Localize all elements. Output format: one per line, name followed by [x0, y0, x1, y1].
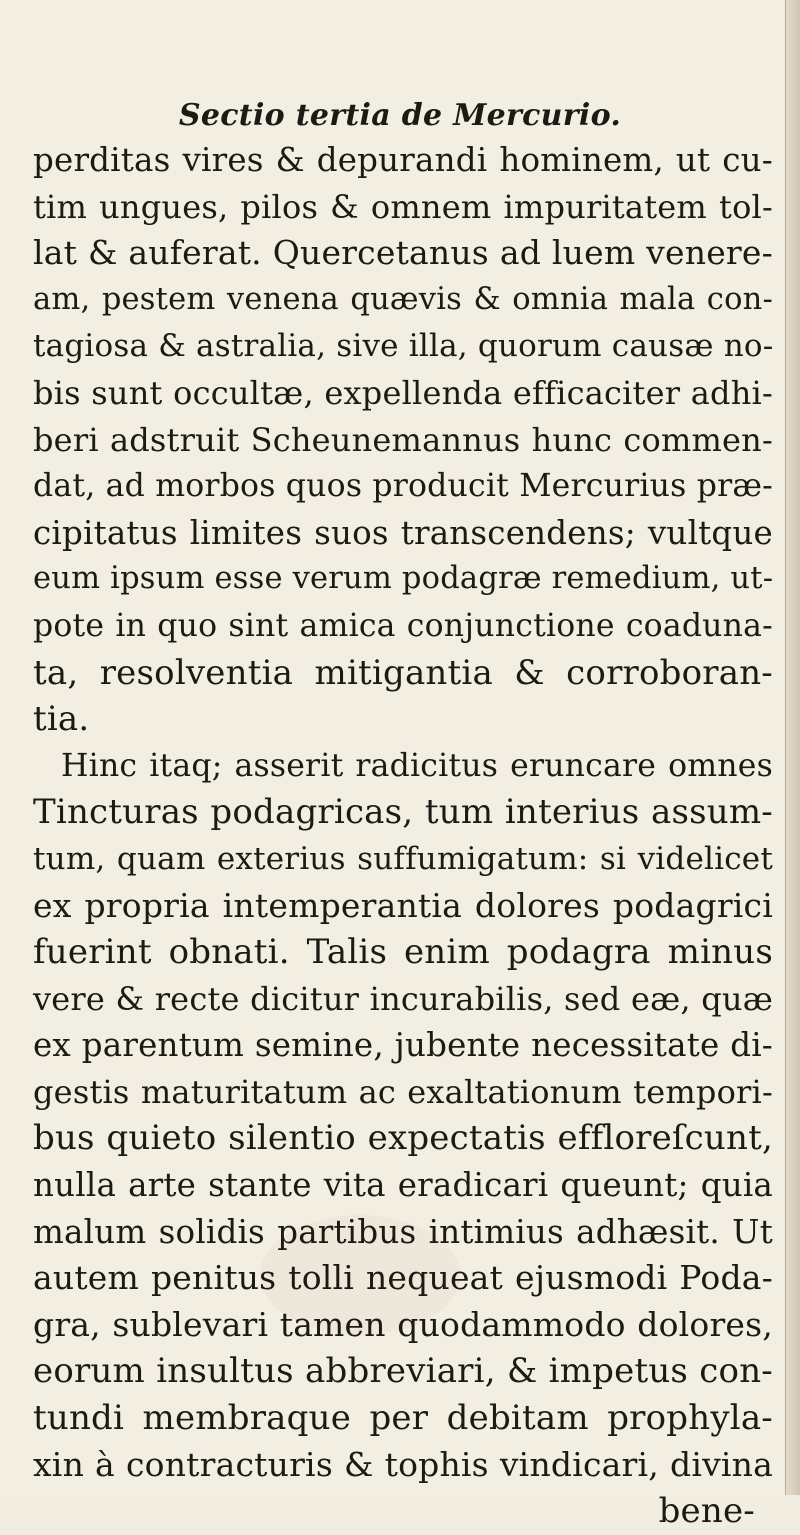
- running-title: Sectio tertia de Mercurio.: [178, 98, 622, 133]
- text-line: tagiosa & astralia, sive illa, quorum causæ no-: [33, 328, 774, 365]
- text-line: gra, sublevari tamen quodammodo dolores,: [33, 1304, 773, 1344]
- text-line: perditas vires & depurandi hominem, ut cu-: [33, 141, 773, 179]
- text-line: cipitatus limites suos transcendens; vultque: [33, 513, 773, 552]
- text-line: beri adstruit Scheunemannus hunc commen-: [33, 420, 773, 459]
- paragraph-start: Hinc itaq; asserit radicitus eruncare omnes: [61, 747, 773, 784]
- text-line: fuerint obnati. Talis enim podagra minus: [33, 932, 773, 973]
- page-edge: [785, 0, 800, 1495]
- text-line: bis sunt occultæ, expellenda efficaciter adhi-: [33, 373, 773, 412]
- text-line: tia.: [33, 699, 90, 740]
- catchword: bene-: [658, 1491, 755, 1532]
- text-line: tundi membraque per debitam prophyla-: [33, 1398, 773, 1439]
- text-line: bus quieto silentio expectatis effloreſcunt,: [33, 1118, 773, 1159]
- text-line: tum, quam exterius suffumigatum: si videlicet: [33, 840, 773, 877]
- text-line: am, pestem venena quævis & omnia mala con-: [33, 281, 773, 317]
- text-line: autem penitus tolli nequeat ejusmodi Poda-: [33, 1258, 773, 1298]
- text-line: dat, ad morbos quos producit Mercurius præ-: [33, 468, 773, 505]
- text-line: eum ipsum esse verum podagræ remedium, ut-: [33, 561, 774, 597]
- text-line: Tincturas podagricas, tum interius assum-: [33, 792, 773, 833]
- text-line: pote in quo sint amica conjunctione coaduna-: [33, 607, 773, 644]
- text-line: ta, resolventia mitigantia & corroboran-: [33, 652, 773, 693]
- text-line: vere & recte dicitur incurabilis, sed eæ, quæ: [33, 979, 773, 1018]
- text-line: lat & auferat. Quercetanus ad luem venere-: [33, 233, 773, 273]
- text-line: gestis maturitatum ac exaltationum tempori-: [33, 1072, 773, 1111]
- text-line: tim ungues, pilos & omnem impuritatem tol-: [33, 187, 773, 226]
- text-line: nulla arte stante vita eradicari queunt; quia: [33, 1166, 773, 1205]
- text-line: ex propria intemperantia dolores podagrici: [33, 885, 773, 925]
- body-text: [33, 137, 773, 1535]
- text-line: eorum insultus abbreviari, & impetus con-: [33, 1351, 773, 1392]
- text-line: xin à contracturis & tophis vindicari, divina: [33, 1444, 773, 1484]
- text-line: malum solidis partibus intimius adhæsit. Ut: [33, 1212, 773, 1251]
- text-line: ex parentum semine, jubente necessitate di-: [33, 1026, 773, 1065]
